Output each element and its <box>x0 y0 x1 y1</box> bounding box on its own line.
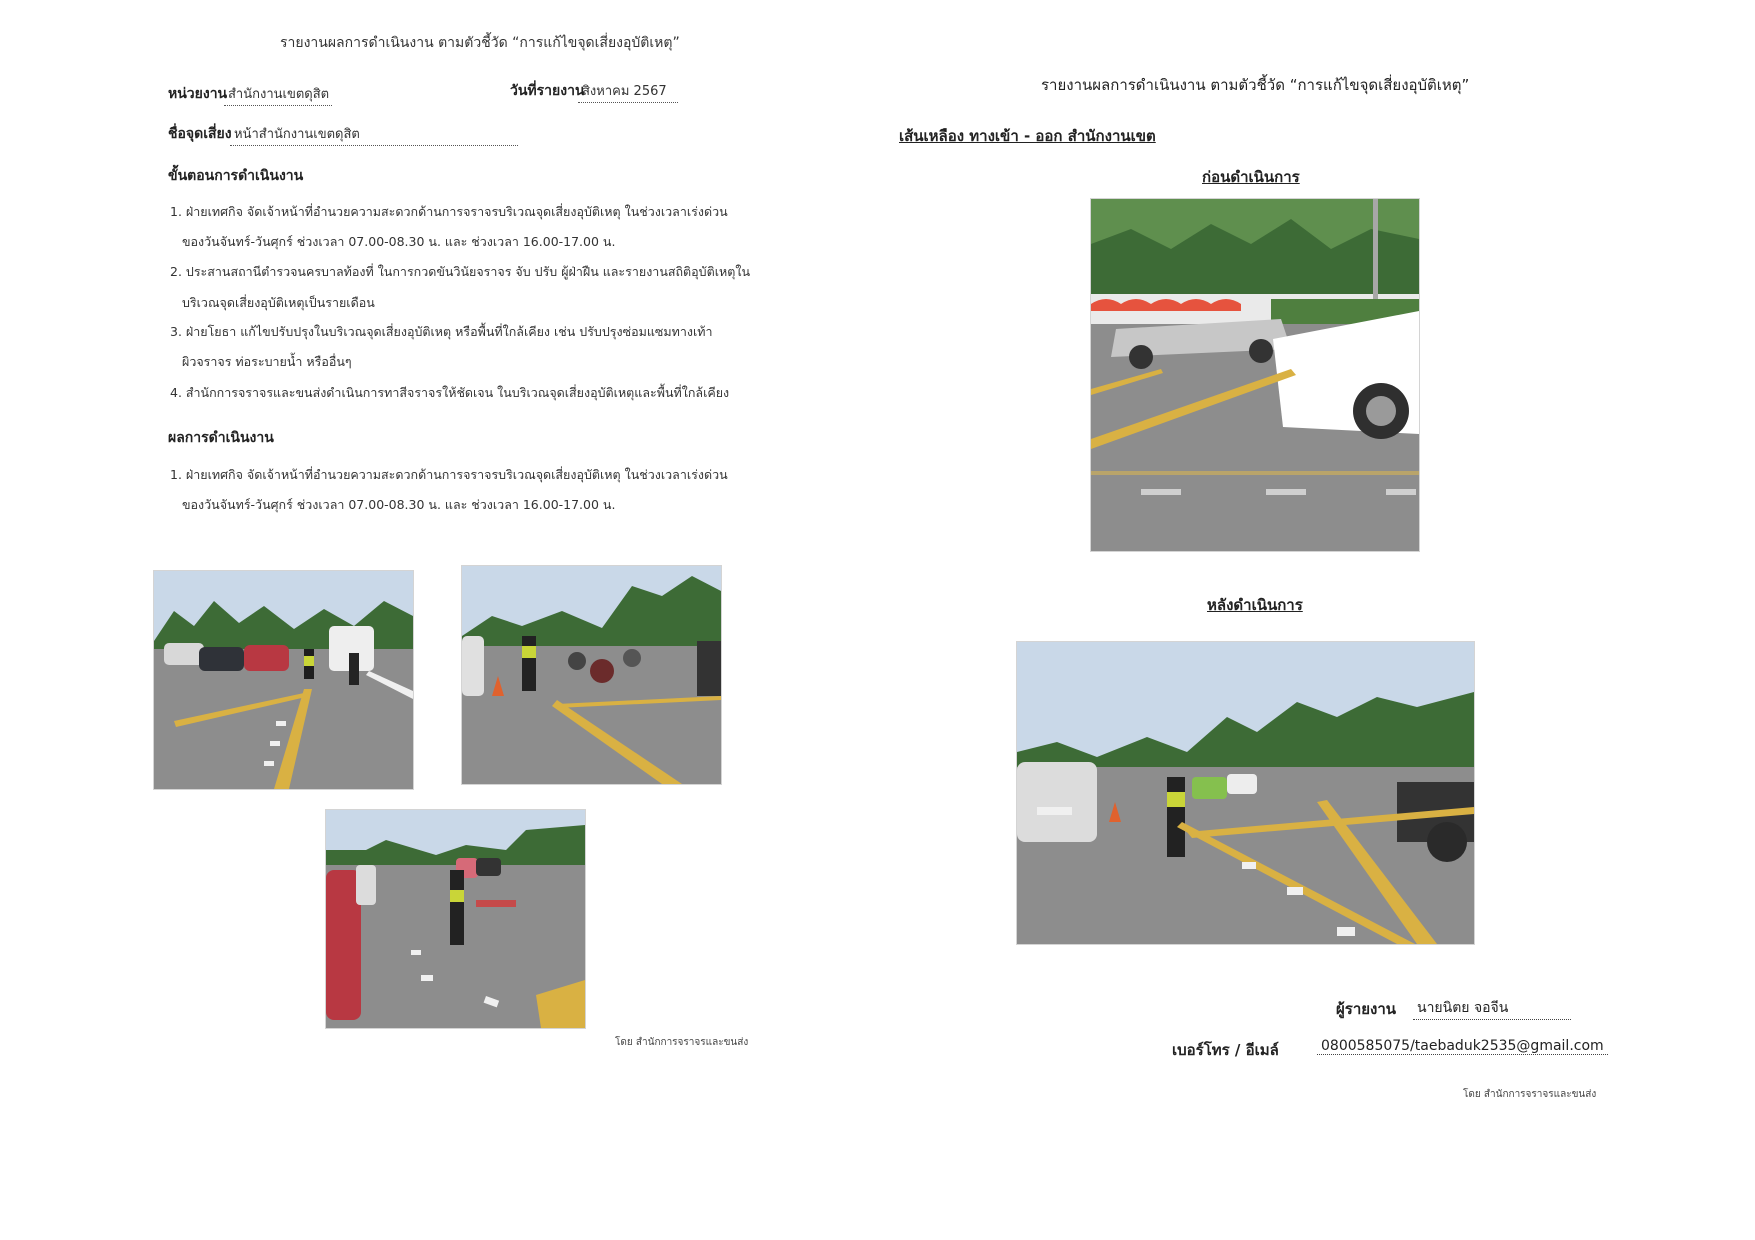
after-label: หลังดำเนินการ <box>1207 596 1303 614</box>
unit-label: หน่วยงาน <box>168 86 228 102</box>
step-line: 1. ฝ่ายเทศกิจ จัดเจ้าหน้าที่อำนวยความสะดวกด้านการจราจรบริเวณจุดเสี่ยงอุบัติเหตุ ในช่วงเวลาเร่งด่วน <box>170 204 728 219</box>
left-report-title: รายงานผลการดำเนินงาน ตามตัวชี้วัด “การแก้ไขจุดเสี่ยงอุบัติเหตุ” <box>280 35 680 51</box>
operation-photo-2 <box>461 565 722 785</box>
operation-photo-3 <box>325 809 586 1029</box>
risk-spot-value: หน้าสำนักงานเขตดุสิต <box>230 123 518 146</box>
unit-value: สำนักงานเขตดุสิต <box>224 83 332 106</box>
right-page <box>877 0 1755 1240</box>
step-line: 4. สำนักการจราจรและขนส่งดำเนินการทาสีจราจรให้ชัดเจน ในบริเวณจุดเสี่ยงอุบัติเหตุและพื้นที่ใกล้เคียง <box>170 385 730 400</box>
result-line: ของวันจันทร์-วันศุกร์ ช่วงเวลา 07.00-08.30 น. และ ช่วงเวลา 16.00-17.00 น. <box>182 497 616 512</box>
reporter-name: นายนิตย จอจีน <box>1413 997 1571 1020</box>
contact-value: 0800585075/taebaduk2535@gmail.com <box>1317 1038 1608 1055</box>
contact-label: เบอร์โทร / อีเมล์ <box>1172 1041 1279 1059</box>
results-heading: ผลการดำเนินงาน <box>168 430 274 446</box>
risk-spot-label: ชื่อจุดเสี่ยง <box>168 126 232 142</box>
result-line: 1. ฝ่ายเทศกิจ จัดเจ้าหน้าที่อำนวยความสะดวกด้านการจราจรบริเวณจุดเสี่ยงอุบัติเหตุ ในช่วงเวลาเร่งด่วน <box>170 467 728 482</box>
location-subtitle: เส้นเหลือง ทางเข้า - ออก สำนักงานเขต <box>899 127 1156 145</box>
step-line: 3. ฝ่ายโยธา แก้ไขปรับปรุงในบริเวณจุดเสี่ยงอุบัติเหตุ หรือพื้นที่ใกล้เคียง เช่น ปรับปรุงซ่อมแซมทางเท้า <box>170 324 713 339</box>
report-date-label: วันที่รายงาน <box>510 83 585 99</box>
before-photo <box>1090 198 1420 552</box>
left-footer-caption: โดย สำนักการจราจรและขนส่ง <box>615 1037 749 1048</box>
steps-heading: ขั้นตอนการดำเนินงาน <box>168 168 304 184</box>
operation-photo-1 <box>153 570 414 790</box>
before-label: ก่อนดำเนินการ <box>1202 168 1300 186</box>
after-photo <box>1016 641 1475 945</box>
left-page <box>0 0 877 1240</box>
reporter-label: ผู้รายงาน <box>1336 1000 1397 1018</box>
right-report-title: รายงานผลการดำเนินงาน ตามตัวชี้วัด “การแก้ไขจุดเสี่ยงอุบัติเหตุ” <box>1041 76 1470 94</box>
step-line: ผิวจราจร ท่อระบายน้ำ หรืออื่นๆ <box>182 354 352 369</box>
step-line: 2. ประสานสถานีตำรวจนครบาลท้องที่ ในการกวดขันวินัยจราจร จับ ปรับ ผู้ฝ่าฝืน และรายงานสถิติอุบัติเหตุใน <box>170 264 751 279</box>
right-footer-caption: โดย สำนักการจราจรและขนส่ง <box>1463 1089 1597 1100</box>
report-date-value: สิงหาคม 2567 <box>578 80 678 103</box>
step-line: ของวันจันทร์-วันศุกร์ ช่วงเวลา 07.00-08.30 น. และ ช่วงเวลา 16.00-17.00 น. <box>182 234 616 249</box>
step-line: บริเวณจุดเสี่ยงอุบัติเหตุเป็นรายเดือน <box>182 295 375 310</box>
